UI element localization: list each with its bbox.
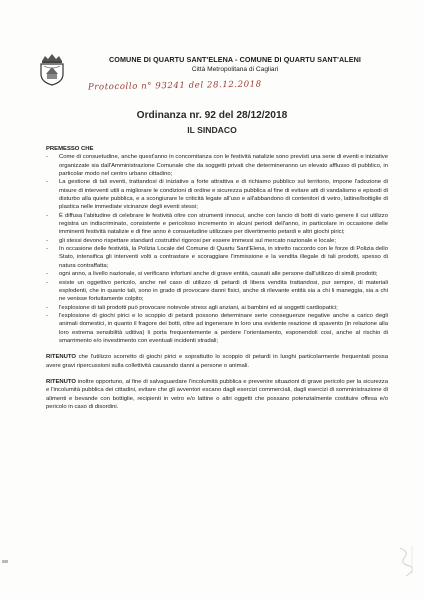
- premesso-item: - La gestione di tali eventi, trattandosi di iniziative a forte attrattiva e di richiamo pubblico sul territorio, impone l'adozione di misure di interventi utili a migliorare le condizioni di ordine e sicurezza pubblica al fine di evitare atti di vandalismo e episodi di disturbo alla quiete pubblica, e a scongiurare le criticità legate all'uso e all'abbandono di contenitori di vetro, lattine/bottiglie di plastica nelle immediate vicinanze degli eventi stessi;: [46, 178, 388, 211]
- municipal-crest-icon: [38, 52, 66, 86]
- scan-mark: [2, 560, 8, 563]
- ritenuto-lead: RITENUTO: [46, 378, 76, 385]
- premesso-list: [46, 153, 388, 345]
- metropolitan-city: Città Metropolitana di Cagliari: [191, 66, 279, 73]
- premesso-item: - È diffusa l'abitudine di celebrare le festività oltre con strumenti innocui, anche con lancio di botti di vario genere il cui utilizzo registra un indiscriminato, consistente e pericoloso incremento in alcuni periodi dell'anno, in particolare in occasione delle imminenti festività natalizie e di fine anno è consuetudine utilizzare per divertimento petardi e altri giochi pirici;: [46, 212, 388, 237]
- ordinance-title: Ordinanza nr. 92 del 28/12/2018: [136, 110, 288, 121]
- premesso-item: - esiste un oggettivo pericolo, anche nel caso di utilizzo di petardi di libera vendita trattandosi, pur sempre, di materiali esplodenti, che in quanto tali, sono in grado di provocare danni fisici, anche di rilevante entità sia a chi li maneggia, sia a chi ne venisse fortuitamente colpito;: [46, 279, 388, 304]
- ritenuto-paragraph-1: [46, 353, 388, 370]
- ritenuto-text: inoltre opportuno, al fine di salvaguardare l'incolumità pubblica e prevenire situazioni di grave pericolo per la sicurezza e l'incolumità pubblica dei cittadini, evitare che gli avventori escano dagli esercizi commerciali, dagli esercizi di somministrazione di alimenti e bevande con bottiglie, recipienti in vetro e/o lattine o altri oggetti che possano potenzialmente costituire offesa e/o pericolo in caso di disordini.: [46, 378, 388, 410]
- ritenuto-paragraph-2: [46, 378, 388, 411]
- premesso-item: - l'esplosione di giochi pirici e lo scoppio di petardi possono determinare serie conseguenze negative anche a carico degli animali domestici, in quanto il fragore dei botti, oltre ad ingenerare in loro una evidente reazione di spavento (in relazione alla loro estrema sensibilità uditiva) li porta frequentemente a perdere l'orientamento, esponendoli così, anche al rischio di smarrimento e/o investimento con eventuali incidenti stradali;: [46, 312, 388, 345]
- protocol-handwritten-note: Protocollo n° 93241 del 28.12.2018: [87, 79, 262, 93]
- premesso-heading: PREMESSO CHE: [46, 146, 94, 152]
- premesso-item: - l'esplosione di tali prodotti può provocare notevole stress agli anziani, ai bambini ed ai soggetti cardiopatici;: [46, 304, 388, 312]
- signature-stamp-icon: [398, 544, 418, 578]
- ordinance-subtitle: IL SINDACO: [187, 125, 237, 135]
- premesso-item: - ogni anno, a livello nazionale, si verificano infortuni anche di grave entità, causati alle persone dall'utilizzo di simili prodotti;: [46, 270, 388, 278]
- premesso-item: - In occasione delle festività, la Polizia Locale del Comune di Quartu Sant'Elena, in stretto raccordo con le forze di Polizia dello Stato, intensifica gli interventi volti a contrastare e scoraggiare l'immissione e la vendita illegale di tali prodotti, spesso di natura contraffatta;: [46, 245, 388, 270]
- ritenuto-text: che l'utilizzo scorretto di giochi pirici e soprattutto lo scoppio di petardi in luoghi particolarmente frequentati possa avere gravi ripercussioni sulla collettività causando danni a persone o animali.: [46, 354, 388, 369]
- document-body: [46, 145, 388, 411]
- premesso-item: - gli stessi devono rispettare standard costruttivi rigorosi per essere immessi sul mercato nazionale e locale;: [46, 237, 388, 245]
- ritenuto-lead: RITENUTO: [46, 354, 76, 361]
- premesso-item: - Come di consuetudine, anche quest'anno in concomitanza con le festività natalizie sono previsti una serie di eventi e iniziative organizzate sia dall'Amministrazione Comunale che da soggetti privati che determineranno un elevato afflusso di pubblico, in particolar modo nel centro urbano cittadino;: [46, 153, 388, 178]
- municipality-name: COMUNE DI QUARTU SANT'ELENA - COMUNE DI QUARTU SANT'ALENI: [108, 55, 362, 64]
